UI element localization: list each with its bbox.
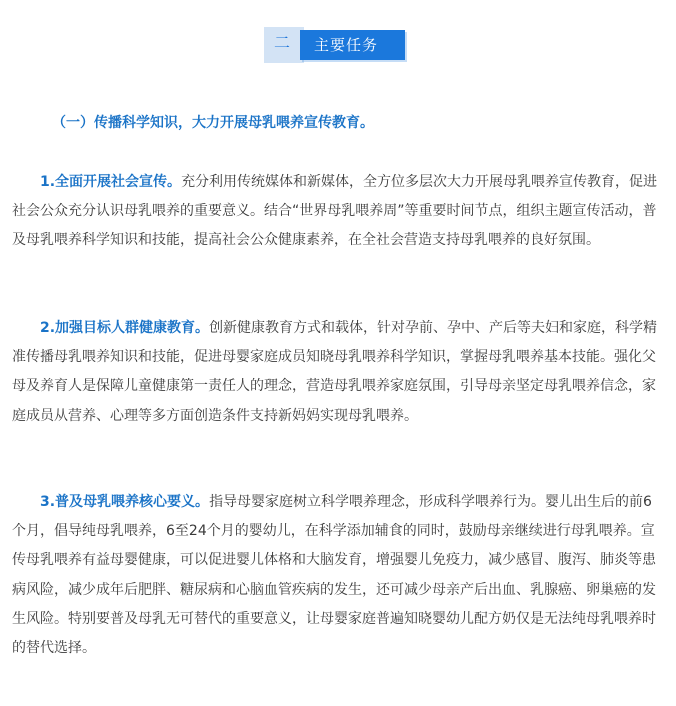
paragraph-3-lead: 3.普及母乳喂养核心要义。 xyxy=(40,494,210,510)
section-title-box xyxy=(300,30,405,60)
section-number: 二 xyxy=(274,33,291,52)
paragraph-3 xyxy=(12,488,662,663)
section-title: 主要任务 xyxy=(314,36,379,54)
paragraph-2 xyxy=(12,314,662,431)
section-number-box xyxy=(264,27,304,63)
paragraph-1 xyxy=(12,168,662,256)
paragraph-1-lead: 1.全面开展社会宣传。 xyxy=(40,174,182,190)
section-header xyxy=(264,27,405,63)
paragraph-3-text: 指导母婴家庭树立科学喂养理念，形成科学喂养行为。婴儿出生后的前6个月，倡导纯母乳喂养，6至24个月的婴幼儿，在科学添加辅食的同时，鼓励母亲继续进行母乳喂养。宣传母乳喂养有益母婴健康，可以促进婴儿体格和大脑发育，增强婴儿免疫力，减少感冒、腹泻、肺炎等患病风险，减少成年后肥胖、糖尿病和心脑血管疾病的发生，还可减少母亲产后出血、乳腺癌、卵巢癌的发生风险。特别要普及母乳无可替代的重要意义，让母婴家庭普遍知晓婴幼儿配方奶仅是无法纯母乳喂养时的替代选择。 xyxy=(12,494,656,657)
subheading: （一）传播科学知识，大力开展母乳喂养宣传教育。 xyxy=(52,115,374,131)
paragraph-2-text: 创新健康教育方式和载体，针对孕前、孕中、产后等夫妇和家庭，科学精准传播母乳喂养知识和技能，促进母婴家庭成员知晓母乳喂养科学知识，掌握母乳喂养基本技能。强化父母及养育人是保障儿童健康第一责任人的理念，营造母乳喂养家庭氛围，引导母亲坚定母乳喂养信念，家庭成员从营养、心理等多方面创造条件支持新妈妈实现母乳喂养。 xyxy=(12,320,658,424)
paragraph-1-text: 充分利用传统媒体和新媒体，全方位多层次大力开展母乳喂养宣传教育，促进社会公众充分认识母乳喂养的重要意义。结合“世界母乳喂养周”等重要时间节点，组织主题宣传活动，普及母乳喂养科学知识和技能，提高社会公众健康素养，在全社会营造支持母乳喂养的良好氛围。 xyxy=(12,174,658,249)
paragraph-2-lead: 2.加强目标人群健康教育。 xyxy=(40,320,210,336)
